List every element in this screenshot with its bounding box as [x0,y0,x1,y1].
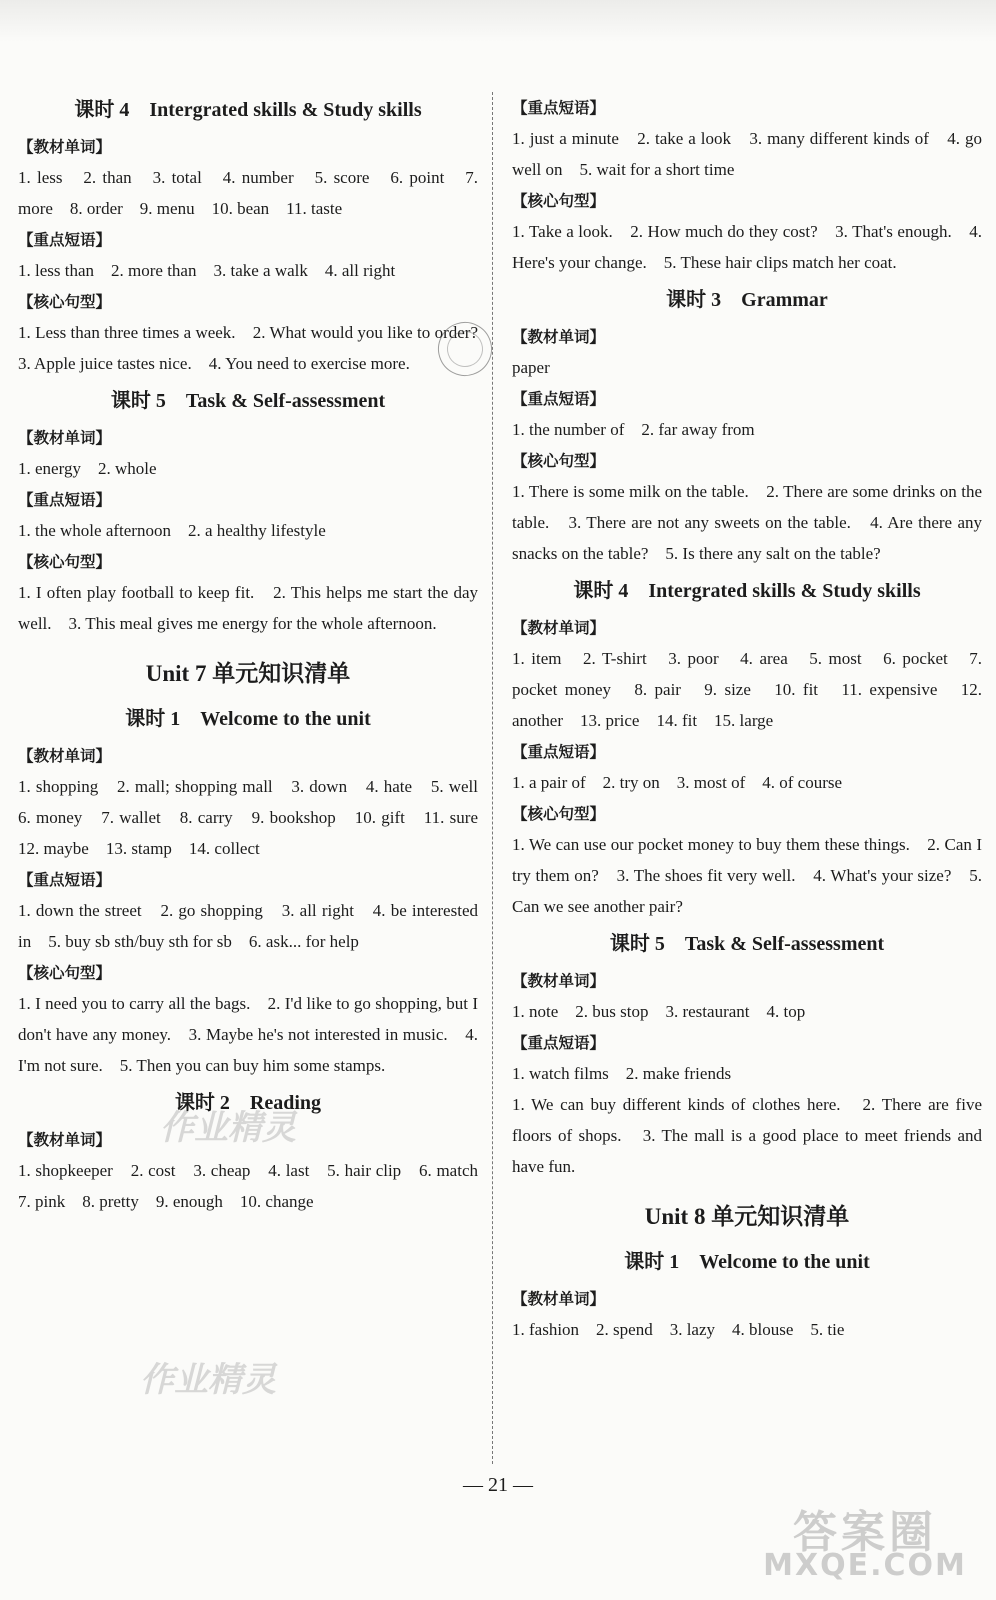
answer-text: 1. item 2. T-shirt 3. poor 4. area 5. most 6. pocket 7. pocket money 8. pair 9. size 10. fit 11. expensive 12. another 13. price 14. fit 15. large [512,649,982,730]
category-label: 【重点短语】 [512,743,606,761]
lesson-heading: 课时 2 Reading [174,1092,322,1114]
lesson-heading: 课时 4 Intergrated skills & Study skills [74,99,422,121]
answer-text: 1. shopping 2. mall; shopping mall 3. down 4. hate 5. well 6. money 7. wallet 8. carry 9. bookshop 10. gift 11. sure 12. maybe 13. stamp 14. collect [18,777,495,858]
category-label: 【教材单词】 [512,619,606,637]
category-label: 【教材单词】 [512,328,606,346]
answer-text: 1. a pair of 2. try on 3. most of 4. of course [512,773,843,792]
lesson-heading: 课时 1 Welcome to the unit [125,708,371,730]
category-label: 【核心句型】 [512,452,606,470]
logo-cn-text: 答案圈 [793,1507,937,1558]
lesson-heading: 课时 5 Task & Self-assessment [609,933,885,955]
answer-text: 1. fashion 2. spend 3. lazy 4. blouse 5. tie [512,1320,845,1339]
category-label: 【重点短语】 [18,491,112,509]
category-label: 【重点短语】 [512,390,606,408]
category-label: 【教材单词】 [18,429,112,447]
answer-text: 1. I often play football to keep fit. 2. This helps me start the day well. 3. This meal gives me energy for the whole afternoon. [18,583,478,633]
category-label: 【核心句型】 [512,192,606,210]
unit-heading: Unit 8 单元知识清单 [644,1204,850,1229]
answer-text: 1. Less than three times a week. 2. What would you like to order? 3. Apple juice tastes nice. 4. You need to exercise more. [18,323,495,373]
watermark-homework-sprite-2: 作业精灵 [140,1360,276,1400]
scan-top-shadow [0,0,996,42]
answer-text: 1. Take a look. 2. How much do they cost? 3. That's enough. 4. Here's your change. 5. These hair clips match her coat. [512,222,982,272]
answer-text: 1. less 2. than 3. total 4. number 5. score 6. point 7. more 8. order 9. menu 10. bean 11. taste [18,168,478,218]
column-divider [492,92,493,1464]
lesson-heading: 课时 5 Task & Self-assessment [110,390,386,412]
category-label: 【重点短语】 [512,99,606,117]
answer-text: 1. watch films 2. make friends [512,1064,732,1083]
logo-en-text: MXQE.COM [763,1548,967,1583]
lesson-heading: 课时 3 Grammar [666,289,828,311]
answer-text: 1. energy 2. whole [18,459,157,478]
answer-text: 1. the whole afternoon 2. a healthy lifestyle [18,521,326,540]
answer-text: 1. We can use our pocket money to buy them these things. 2. Can I try them on? 3. The shoes fit very well. 4. What's your size? 5. Can we see another pair? [512,835,982,916]
category-label: 【教材单词】 [18,138,112,156]
category-label: 【重点短语】 [512,1034,606,1052]
category-label: 【核心句型】 [18,964,112,982]
category-label: 【教材单词】 [18,1131,112,1149]
answer-text: 1. There is some milk on the table. 2. There are some drinks on the table. 3. There are not any sweets on the table. 4. Are there any snacks on the table? 5. Is there any salt on the table? [512,482,982,563]
answer-text: 1. We can buy different kinds of clothes here. 2. There are five floors of shops. 3. The mall is a good place to meet friends and have fun. [512,1095,982,1176]
page-number: — 21 — [463,1474,533,1496]
answer-text: 1. less than 2. more than 3. take a walk 4. all right [18,261,396,280]
lesson-heading: 课时 4 Intergrated skills & Study skills [573,580,921,602]
site-logo [750,1496,980,1588]
category-label: 【核心句型】 [512,805,606,823]
category-label: 【重点短语】 [18,871,112,889]
category-label: 【教材单词】 [512,1290,606,1308]
watermark-homework-sprite: 作业精灵 [160,1108,296,1148]
category-label: 【重点短语】 [18,231,112,249]
category-label: 【教材单词】 [18,747,112,765]
answer-text: paper [512,358,550,377]
answer-text: 1. just a minute 2. take a look 3. many different kinds of 4. go well on 5. wait for a short time [512,129,982,179]
left-column [18,88,495,1217]
answer-text: 1. down the street 2. go shopping 3. all right 4. be interested in 5. buy sb sth/buy sth for sb 6. ask... for help [18,901,478,951]
answer-text: 1. the number of 2. far away from [512,420,755,439]
answer-text: 1. shopkeeper 2. cost 3. cheap 4. last 5. hair clip 6. match 7. pink 8. pretty 9. enough 10. change [18,1161,495,1211]
category-label: 【核心句型】 [18,553,112,571]
category-label: 【核心句型】 [18,293,112,311]
answer-text: 1. I need you to carry all the bags. 2. I'd like to go shopping, but I don't have any money. 3. Maybe he's not interested in music. 4. I'm not sure. 5. Then you can buy him some stamps. [18,994,478,1075]
unit-heading: Unit 7 单元知识清单 [145,661,351,686]
right-column [512,92,982,1345]
answer-text: 1. note 2. bus stop 3. restaurant 4. top [512,1002,806,1021]
lesson-heading: 课时 1 Welcome to the unit [624,1251,870,1273]
category-label: 【教材单词】 [512,972,606,990]
